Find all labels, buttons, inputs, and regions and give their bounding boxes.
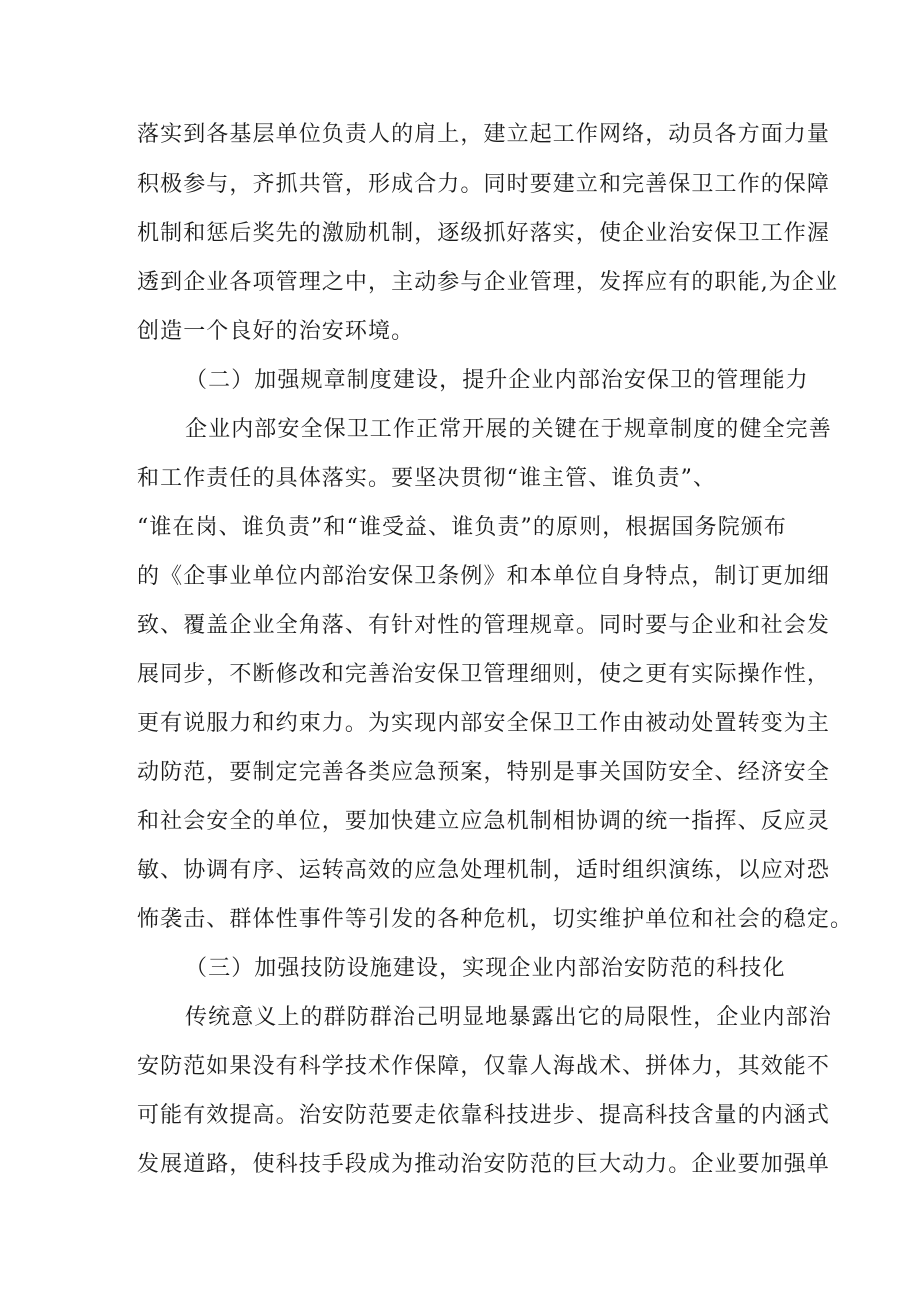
paragraph-line: 致、覆盖企业全角落、有针对性的管理规章。同时要与企业和社会发 (137, 613, 831, 638)
paragraph-line: 机制和惩后奖先的激励机制，逐级抓好落实，使企业治安保卫工作渥 (137, 221, 831, 246)
paragraph-line: 和社会安全的单位，要加快建立应急机制相协调的统一指挥、反应灵 (137, 809, 831, 834)
paragraph-line: “谁在岗、谁负责”和“谁受益、谁负责”的原则，根据国务院颁布 (137, 515, 787, 540)
paragraph-line: 怖袭击、群体性事件等引发的各种危机，切实维护单位和社会的稳定。 (137, 907, 854, 932)
paragraph-line: 透到企业各项管理之中，主动参与企业管理，发挥应有的职能,为企业 (137, 270, 839, 295)
paragraph-line: 敏、协调有序、运转高效的应急处理机制，适时组织演练，以应对恐 (137, 858, 831, 883)
paragraph-line: 展同步，不断修改和完善治安保卫管理细则，使之更有实际操作性， (137, 662, 831, 687)
paragraph-line: 落实到各基层单位负责人的肩上，建立起工作网络，动员各方面力量 (137, 122, 831, 147)
paragraph-line: 传统意义上的群防群治己明显地暴露出它的局限性，企业内部治 (185, 1005, 832, 1030)
paragraph-line: 企业内部安全保卫工作正常开展的关键在于规章制度的健全完善 (185, 417, 832, 442)
paragraph-line: 的《企事业单位内部治安保卫条例》和本单位自身特点，制订更加细 (137, 564, 831, 589)
section-heading: （三）加强技防设施建设，实现企业内部治安防范的科技化 (185, 956, 786, 981)
paragraph-line: 更有说服力和约束力。为实现内部安全保卫工作由被动处置转变为主 (137, 711, 831, 736)
paragraph-line: 安防范如果没有科学技术作保障，仅靠人海战术、拼体力，其效能不 (137, 1054, 831, 1079)
paragraph-line: 积极参与，齐抓共管，形成合力。同时要建立和完善保卫工作的保障 (137, 172, 831, 197)
paragraph-line: 创造一个良好的治安环境。 (137, 319, 415, 344)
paragraph-line: 动防范，要制定完善各类应急预案，特别是事关国防安全、经济安全 (137, 760, 831, 785)
paragraph-line: 发展道路，使科技手段成为推动治安防范的巨大动力。企业要加强单 (137, 1152, 831, 1177)
section-heading: （二）加强规章制度建设，提升企业内部治安保卫的管理能力 (185, 368, 809, 393)
paragraph-line: 可能有效提高。治安防范要走依靠科技进步、提高科技含量的内涵式 (137, 1103, 831, 1128)
paragraph-line: 和工作责任的具体落实。要坚决贯彻“谁主管、谁负责”、 (137, 466, 717, 491)
